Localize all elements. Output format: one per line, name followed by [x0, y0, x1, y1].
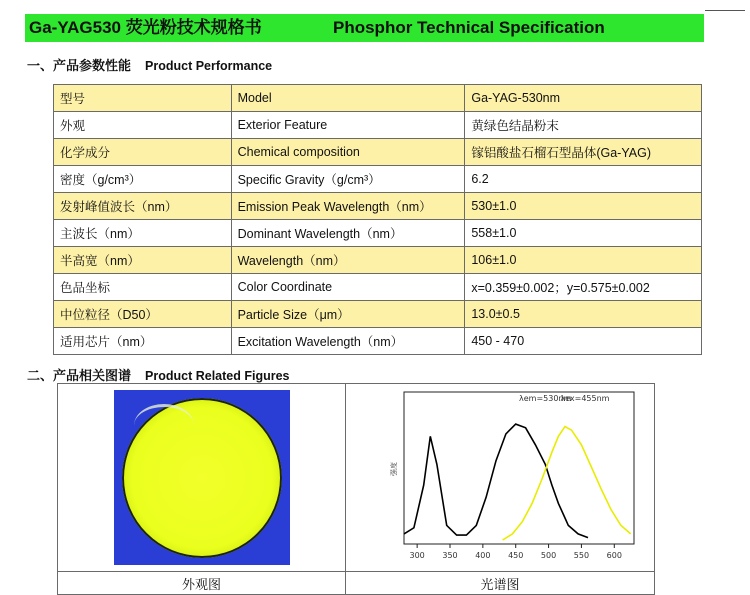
y-axis-label: 强度 [390, 462, 398, 476]
spec-cell-en: Chemical composition [231, 139, 465, 166]
spec-cell-value: 黄绿色结晶粉末 [465, 112, 702, 139]
spec-cell-value: 13.0±0.5 [465, 301, 702, 328]
x-tick-label: 500 [540, 551, 557, 560]
spec-cell-cn: 化学成分 [54, 139, 232, 166]
spec-cell-value: 6.2 [465, 166, 702, 193]
spec-row [54, 139, 702, 166]
spec-row [54, 301, 702, 328]
x-tick-label: 550 [573, 551, 590, 560]
x-tick-label: 600 [606, 551, 622, 560]
plot-frame [404, 392, 634, 544]
spec-cell-value: 镓铝酸盐石榴石型晶体(Ga-YAG) [465, 139, 702, 166]
x-tick-label: 350 [442, 551, 458, 560]
caption-appearance: 外观图 [58, 572, 346, 595]
photo-cell [58, 384, 346, 572]
spec-cell-en: Specific Gravity（g/cm³） [231, 166, 465, 193]
spec-cell-cn: 型号 [54, 85, 232, 112]
spec-cell-cn: 主波长（nm） [54, 220, 232, 247]
spec-row [54, 328, 702, 355]
section-heading-performance [27, 55, 272, 74]
spec-row [54, 112, 702, 139]
caption-spectrum: 光谱图 [346, 572, 655, 595]
spec-cell-value: Ga-YAG-530nm [465, 85, 702, 112]
spec-cell-cn: 中位粒径（D50） [54, 301, 232, 328]
section-heading-en: Product Related Figures [145, 369, 290, 383]
spec-cell-en: Exterior Feature [231, 112, 465, 139]
spec-cell-en: Particle Size（μm） [231, 301, 465, 328]
spec-row [54, 166, 702, 193]
title-banner [25, 14, 704, 42]
section-heading-en: Product Performance [145, 59, 273, 73]
annotation-ex: λex=455nm [560, 394, 610, 403]
spec-row [54, 193, 702, 220]
spec-cell-en: Excitation Wavelength（nm） [231, 328, 465, 355]
top-rule [705, 10, 745, 11]
spec-cell-cn: 外观 [54, 112, 232, 139]
x-tick-label: 450 [508, 551, 524, 560]
spec-row [54, 85, 702, 112]
photo-background [114, 390, 290, 565]
spec-cell-value: 106±1.0 [465, 247, 702, 274]
series-line-1 [404, 424, 588, 537]
spec-cell-cn: 色品坐标 [54, 274, 232, 301]
x-tick-label: 300 [409, 551, 425, 560]
spec-cell-en: Emission Peak Wavelength（nm） [231, 193, 465, 220]
spec-row [54, 220, 702, 247]
spec-cell-cn: 半高宽（nm） [54, 247, 232, 274]
phosphor-powder-photo [58, 384, 345, 567]
spec-cell-value: 450 - 470 [465, 328, 702, 355]
spec-row [54, 247, 702, 274]
spec-cell-cn: 密度（g/cm³） [54, 166, 232, 193]
spec-cell-value: 558±1.0 [465, 220, 702, 247]
spectrum-cell [346, 384, 655, 572]
x-tick-label: 400 [475, 551, 491, 560]
section-heading-cn: 一、产品参数性能 [27, 58, 132, 73]
section-heading-cn: 二、产品相关图谱 [27, 368, 132, 383]
title-cn: Ga-YAG530 荧光粉技术规格书 [29, 18, 262, 37]
section-heading-figures [27, 365, 290, 384]
spec-cell-en: Wavelength（nm） [231, 247, 465, 274]
spectrum-chart [346, 384, 654, 567]
figures-table [57, 383, 655, 595]
spec-cell-value: 530±1.0 [465, 193, 702, 220]
spec-cell-en: Color Coordinate [231, 274, 465, 301]
powder-disc [122, 398, 282, 558]
annotation-em: λem=530nm [519, 394, 572, 403]
spec-row [54, 274, 702, 301]
spec-cell-en: Model [231, 85, 465, 112]
spec-cell-value: x=0.359±0.002；y=0.575±0.002 [465, 274, 702, 301]
spec-table [53, 84, 702, 355]
title-en: Phosphor Technical Specification [333, 18, 605, 37]
spec-cell-cn: 发射峰值波长（nm） [54, 193, 232, 220]
spec-cell-en: Dominant Wavelength（nm） [231, 220, 465, 247]
spec-cell-cn: 适用芯片（nm） [54, 328, 232, 355]
